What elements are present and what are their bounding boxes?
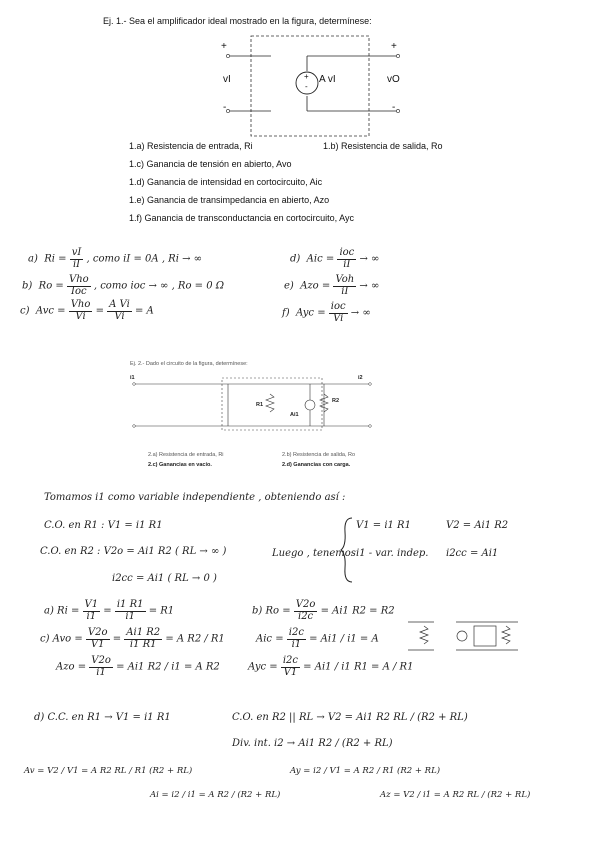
- item-1c: 1.c) Ganancia de tensión en abierto, Avo: [129, 159, 292, 169]
- sol3-d: d) C.C. en R1 → V1 = i1 R1: [34, 712, 171, 723]
- item-2b: 2.b) Resistencia de salida, Ro: [282, 452, 356, 458]
- sol2-co1: C.O. en R1 : V1 = i1 R1: [44, 520, 163, 531]
- sol2-b: b) Ro = $\frac{V2o}{i2c}$ = Ai1 R2 = R2: [252, 599, 395, 622]
- problem2-title: Ej. 2.- Dado el circuito de la figura, determínese:: [130, 361, 248, 367]
- problem1-title: Ej. 1.- Sea el amplificador ideal mostrado en la figura, determínese:: [103, 16, 372, 26]
- plus-right: +: [391, 41, 397, 52]
- sol2-luego: Luego , tenemos: [272, 548, 356, 559]
- sol1-f: f) Ayc = $\frac{\text{ioc}}{Vi}$ → ∞: [282, 301, 371, 324]
- item-1b: 1.b) Resistencia de salida, Ro: [323, 141, 443, 151]
- sol3-az: Az = V2 / i1 = A R2 RL / (R2 + RL): [380, 790, 531, 800]
- sol2-aic: Aic = $\frac{i2c}{i1}$ = Ai1 / i1 = A: [256, 627, 379, 650]
- sol3-co: C.O. en R2 || RL → V2 = Ai1 R2 RL / (R2 + RL): [232, 712, 468, 723]
- item-1f: 1.f) Ganancia de transconductancia en cortocircuito, Ayc: [129, 213, 354, 223]
- problem1-circuit: [213, 28, 513, 138]
- vo-label: vO: [387, 74, 400, 85]
- sol1-d: d) Aic = $\frac{\text{ioc}}{iI}$ → ∞: [290, 247, 380, 270]
- source-plus: +: [304, 72, 309, 81]
- src2-label: Ai1: [290, 412, 299, 418]
- sys-line1b: V2 = Ai1 R2: [446, 520, 509, 531]
- plus-left: +: [221, 41, 227, 52]
- sol2-c: c) Avo = $\frac{V2o}{V1}$ = $\frac{Ai1 R2}{i1 R1}$ = A R2 / R1: [40, 627, 225, 650]
- sys-line1: V1 = i1 R1: [356, 520, 411, 531]
- sol1-a: a) Ri = $\frac{vI}{iI}$ , como iI = 0A , Ri → ∞: [28, 247, 202, 270]
- minus-left: -: [223, 102, 227, 113]
- item-1e: 1.e) Ganancia de transimpedancia en abierto, Azo: [129, 195, 330, 205]
- sol1-b: b) Ro = $\frac{\text{Vho}}{\text{Ioc}}$ , como ioc → ∞ , Ro = 0 Ω: [22, 274, 225, 297]
- item-1a: 1.a) Resistencia de entrada, Ri: [129, 141, 253, 151]
- r1-label: R1: [256, 402, 264, 408]
- i1-label: i1: [130, 375, 135, 381]
- sol2-intro: Tomamos i1 como variable independiente , obteniendo así :: [44, 492, 346, 503]
- minus-right: -: [392, 102, 396, 113]
- sys-line2: i1 - var. indep.: [356, 548, 429, 559]
- source-label: A vI: [319, 74, 336, 85]
- sol2-co2: C.O. en R2 : V2o = Ai1 R2 ( RL → ∞ ): [40, 546, 227, 557]
- item-1d: 1.d) Ganancia de intensidad en cortocircuito, Aic: [129, 177, 323, 187]
- sol1-c: c) Avc = $\frac{\text{Vho}}{Vi}$ = $\frac{\text{A Vi}}{Vi}$ = A: [20, 299, 154, 322]
- item-2d: 2.d) Ganancias con carga.: [282, 462, 351, 468]
- model-sketch: [400, 608, 530, 660]
- system-brace: [340, 516, 354, 584]
- item-2a: 2.a) Resistencia de entrada, Ri: [148, 452, 224, 458]
- sys-line2b: i2cc = Ai1: [446, 548, 499, 559]
- sol2-icc: i2cc = Ai1 ( RL → 0 ): [112, 573, 217, 584]
- problem1-box: [95, 8, 447, 232]
- sol2-a: a) Ri = $\frac{V1}{i1}$ = $\frac{i1 R1}{i1}$ = R1: [44, 599, 175, 622]
- sol3-ai: Ai = i2 / i1 = A R2 / (R2 + RL): [150, 790, 281, 800]
- sol2-ayc: Ayc = $\frac{i2c}{V1}$ = Ai1 / i1 R1 = A / R1: [248, 655, 414, 678]
- problem2-circuit: [124, 368, 382, 442]
- vi-label: vI: [223, 74, 231, 85]
- sol3-av: Av = V2 / V1 = A R2 RL / R1 (R2 + RL): [24, 766, 193, 776]
- item-2c: 2.c) Ganancias en vacío.: [148, 462, 212, 468]
- sol2-azo: Azo = $\frac{V2o}{i1}$ = Ai1 R2 / i1 = A R2: [56, 655, 220, 678]
- source-minus: -: [305, 82, 308, 91]
- i2-label: i2: [358, 375, 363, 381]
- problem2-box: [124, 358, 382, 474]
- sol3-ay: Ay = i2 / V1 = A R2 / R1 (R2 + RL): [290, 766, 441, 776]
- r2-label: R2: [332, 398, 340, 404]
- sol3-div: Div. int. i2 → Ai1 R2 / (R2 + RL): [232, 738, 393, 749]
- sol1-e: e) Azo = $\frac{\text{Voh}}{iI}$ → ∞: [284, 274, 380, 297]
